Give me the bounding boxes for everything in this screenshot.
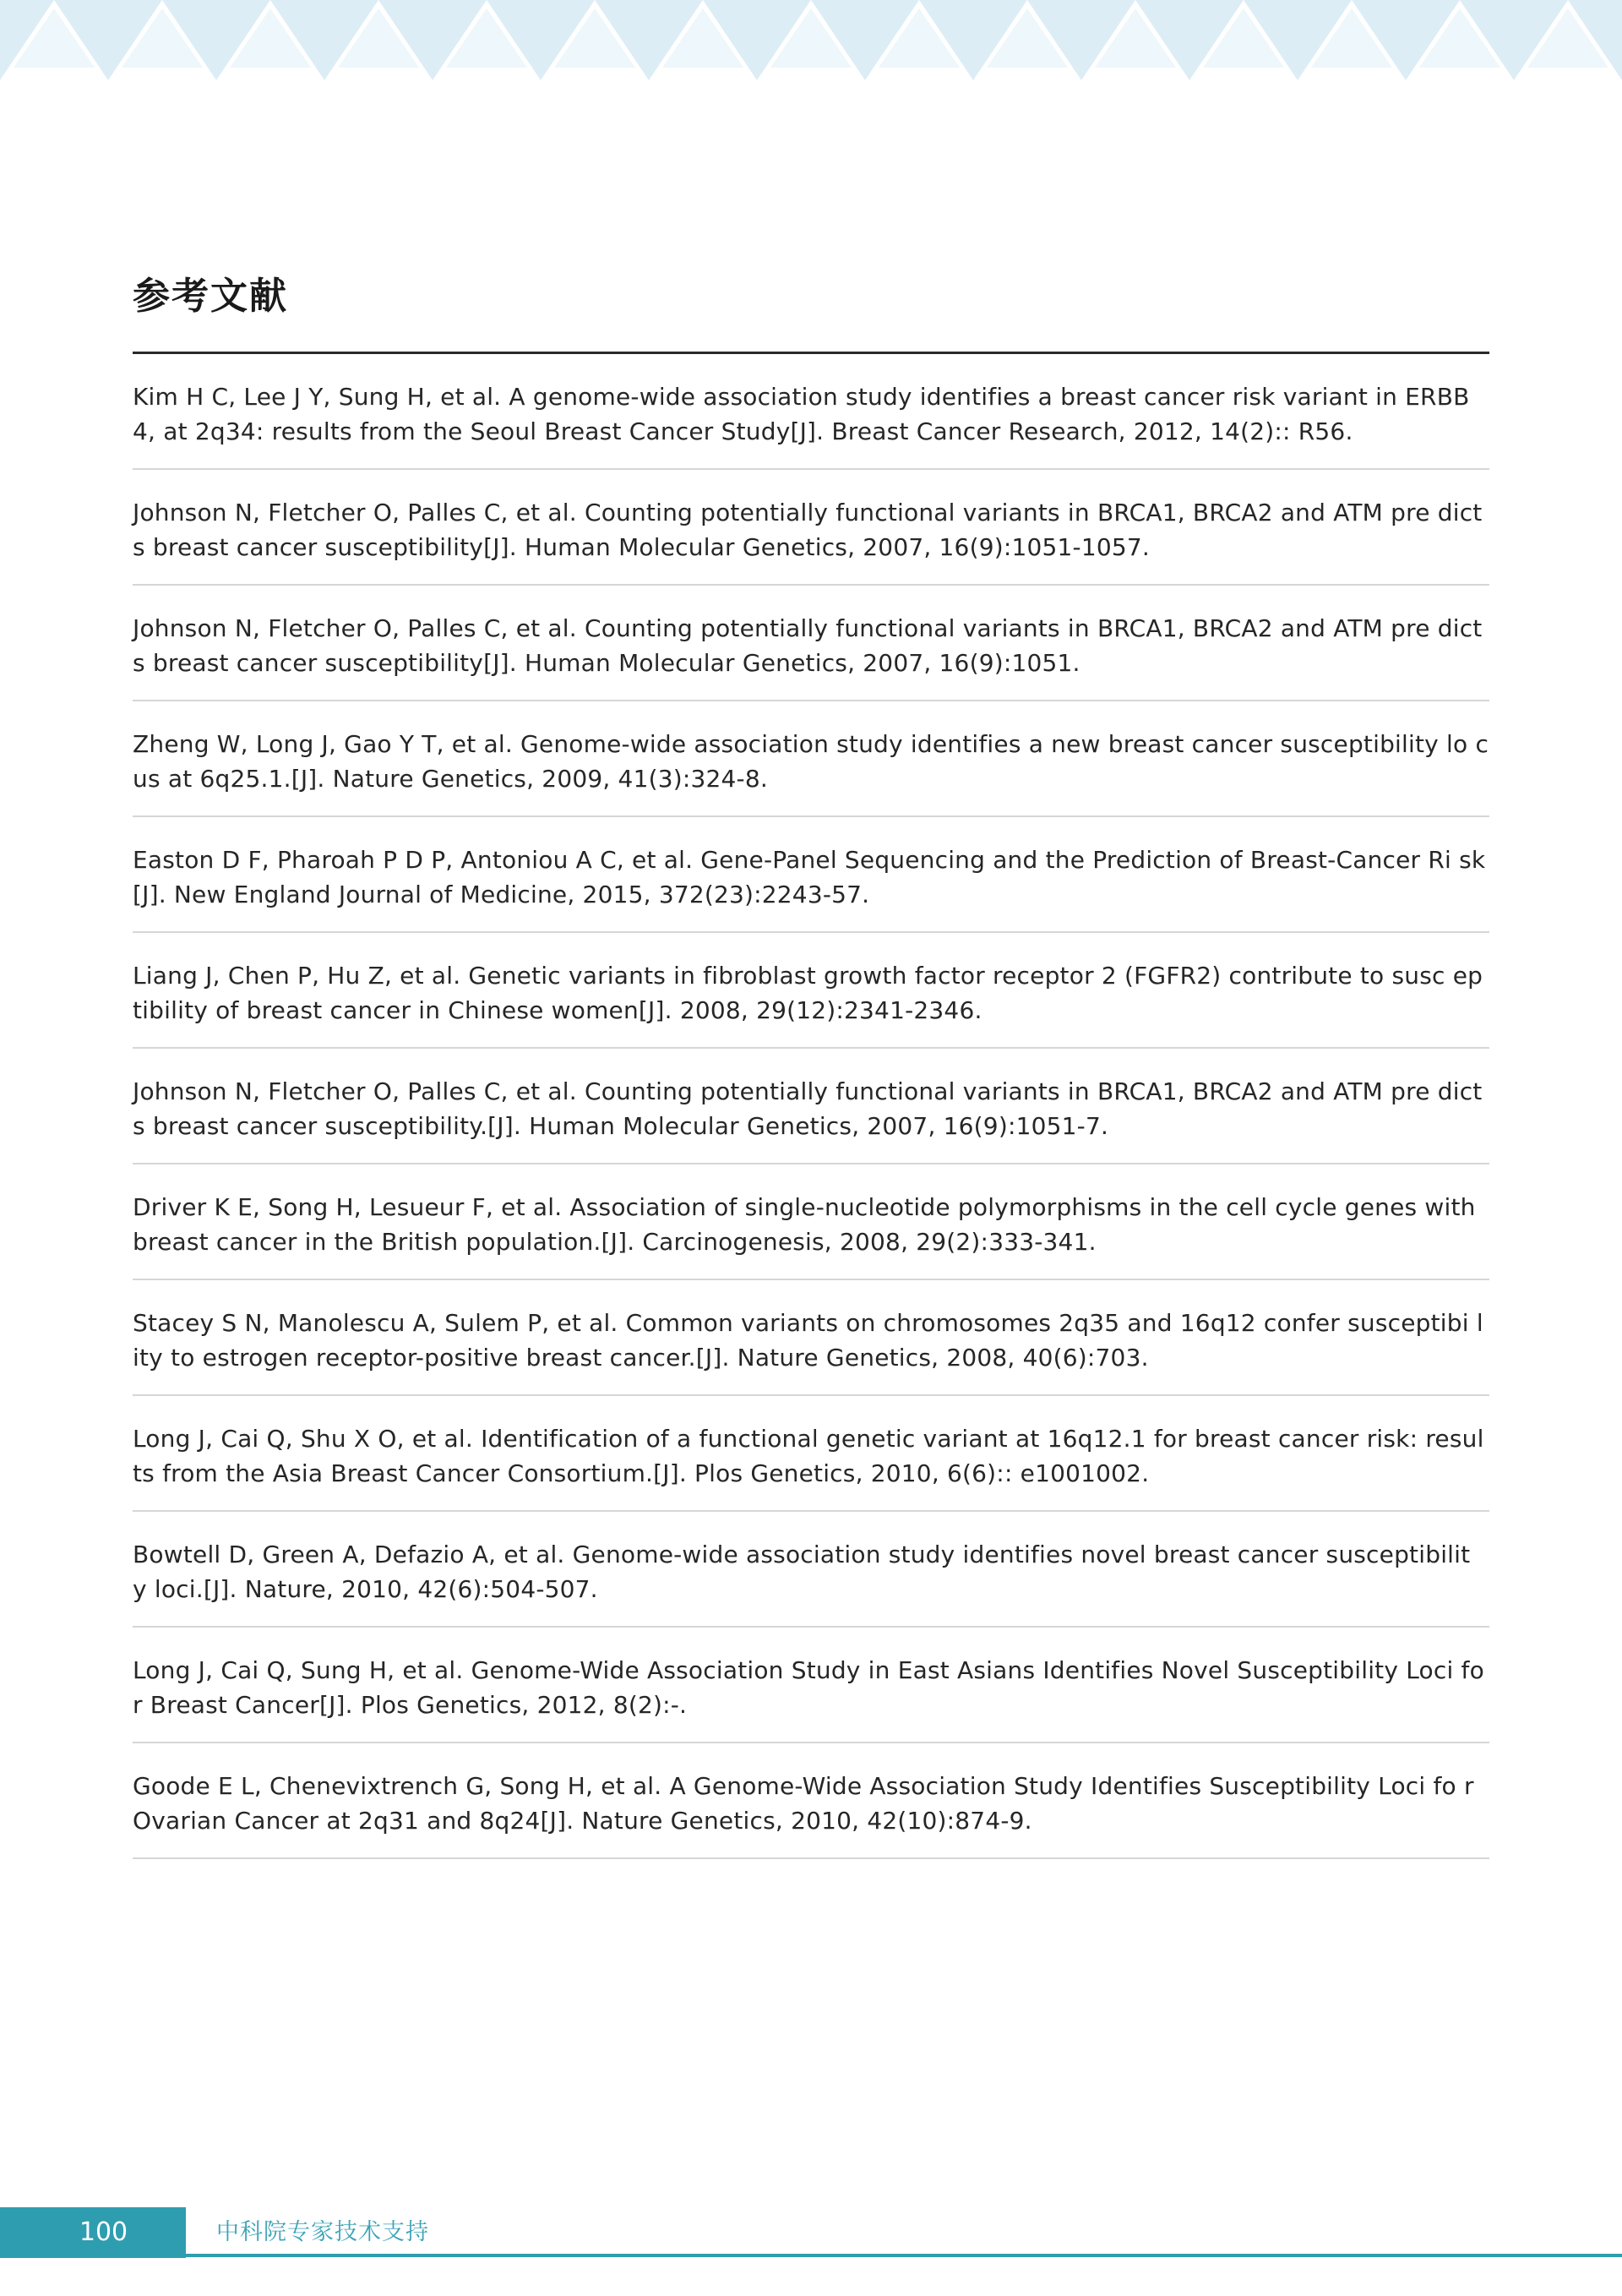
- reference-item: [133, 1164, 1489, 1280]
- reference-text: Kim H C, Lee J Y, Sung H, et al. A genome-wide association study identifies a breast cancer risk variant in ERBB 4, at 2q34: results from the Seoul Breast Cancer Study[J]. Breast Cancer Research, 2012, 14(2):: R56.: [133, 383, 1470, 445]
- reference-text: Johnson N, Fletcher O, Palles C, et al. Counting potentially functional variants in BRCA1, BRCA2 and ATM pre dicts breast cancer susceptibility.[J]. Human Molecular Genetics, 2007, 16(9):1051-7.: [133, 1077, 1483, 1140]
- reference-list: [133, 354, 1489, 1859]
- reference-text: Stacey S N, Manolescu A, Sulem P, et al. Common variants on chromosomes 2q35 and 16q12 confer susceptibi lity to estrogen receptor-positive breast cancer.[J]. Nature Genetics, 2008, 40(6):703.: [133, 1309, 1483, 1372]
- reference-text: Johnson N, Fletcher O, Palles C, et al. Counting potentially functional variants in BRCA1, BRCA2 and ATM pre dicts breast cancer susceptibility[J]. Human Molecular Genetics, 2007, 16(9):1051.: [133, 614, 1483, 677]
- reference-item: [133, 586, 1489, 701]
- page-number: 100: [79, 2217, 128, 2247]
- reference-text: Johnson N, Fletcher O, Palles C, et al. Counting potentially functional variants in BRCA1, BRCA2 and ATM pre dicts breast cancer susceptibility[J]. Human Molecular Genetics, 2007, 16(9):1051-1057.: [133, 499, 1483, 561]
- page-footer: [0, 2207, 1622, 2258]
- reference-item: [133, 701, 1489, 817]
- reference-item: [133, 1396, 1489, 1512]
- reference-item: [133, 1049, 1489, 1164]
- decorative-diamond-pattern: [0, 0, 1622, 80]
- reference-item: [133, 470, 1489, 586]
- reference-item: [133, 354, 1489, 470]
- reference-text: Long J, Cai Q, Shu X O, et al. Identification of a functional genetic variant at 16q12.1 for breast cancer risk: resul ts from the Asia Breast Cancer Consortium.[J]. Plos Genetics, 2010, 6(6):: e1001002.: [133, 1425, 1484, 1487]
- reference-text: Long J, Cai Q, Sung H, et al. Genome-Wide Association Study in East Asians Identifies Novel Susceptibility Loci for Breast Cancer[J]. Plos Genetics, 2012, 8(2):-.: [133, 1656, 1484, 1719]
- reference-text: Driver K E, Song H, Lesueur F, et al. Association of single-nucleotide polymorphisms in the cell cycle genes with breast cancer in the British population.[J]. Carcinogenesis, 2008, 29(2):333-341.: [133, 1193, 1476, 1256]
- reference-item: [133, 1743, 1489, 1859]
- reference-item: [133, 1512, 1489, 1628]
- reference-item: [133, 1280, 1489, 1396]
- page-title: 参考文献: [133, 275, 288, 318]
- footer-caption: 中科院专家技术支持: [216, 2219, 429, 2245]
- reference-text: Goode E L, Chenevixtrench G, Song H, et al. A Genome-Wide Association Study Identifies Susceptibility Loci fo r Ovarian Cancer at 2q31 and 8q24[J]. Nature Genetics, 2010, 42(10):874-9.: [133, 1772, 1474, 1835]
- reference-text: Easton D F, Pharoah P D P, Antoniou A C, et al. Gene-Panel Sequencing and the Prediction of Breast-Cancer Ri sk[J]. New England Journal of Medicine, 2015, 372(23):2243-57.: [133, 846, 1486, 908]
- reference-text: Liang J, Chen P, Hu Z, et al. Genetic variants in fibroblast growth factor receptor 2 (FGFR2) contribute to susc eptibility of breast cancer in Chinese women[J]. 2008, 29(12):2341-2346.: [133, 962, 1483, 1024]
- reference-text: Zheng W, Long J, Gao Y T, et al. Genome-wide association study identifies a new breast cancer susceptibility lo cus at 6q25.1.[J]. Nature Genetics, 2009, 41(3):324-8.: [133, 730, 1489, 793]
- reference-item: [133, 933, 1489, 1049]
- reference-text: Bowtell D, Green A, Defazio A, et al. Genome-wide association study identifies novel breast cancer susceptibilit y loci.[J]. Nature, 2010, 42(6):504-507.: [133, 1541, 1471, 1603]
- reference-item: [133, 817, 1489, 933]
- reference-item: [133, 1628, 1489, 1743]
